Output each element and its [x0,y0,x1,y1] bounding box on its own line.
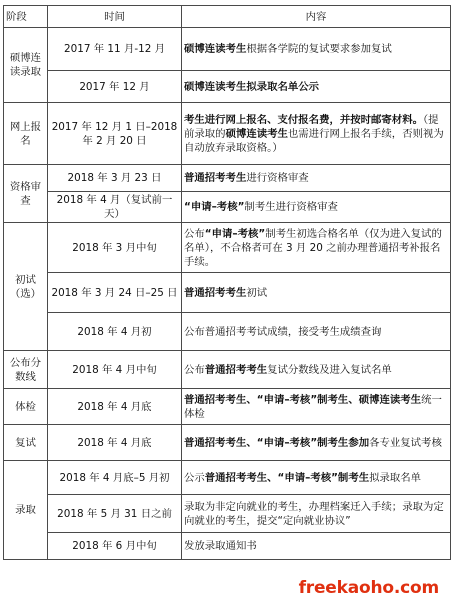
time-cell: 2017 年 12 月 1 日–2018 年 2 月 20 日 [48,103,182,165]
table-row [4,71,451,103]
table-row [4,313,451,351]
content-bold: “申请–考核” [204,227,266,240]
content-text: 根据各学院的复试要求参加复试 [246,43,392,55]
content-cell [182,389,451,425]
stage-cell: 初试（选） [4,223,48,351]
content-bold: 普通招考考生 [184,172,247,184]
table-row [4,495,451,533]
table-row [4,223,451,273]
header-stage: 阶段 [4,6,48,28]
stage-cell: 公布分数线 [4,351,48,389]
content-bold: 普通招考考生 [184,286,247,299]
content-cell: 发放录取通知书 [182,533,451,560]
time-cell: 2018 年 4 月底 [48,425,182,461]
content-text: 也需进行网上报名手续，否则视为自动放弃录取资格。） [184,127,444,154]
stage-cell: 硕博连读录取 [4,28,48,103]
content-bold: 硕博连读考生拟录取名单公示 [184,80,320,93]
content-text: 统一体检 [184,393,442,420]
content-text: 拟录取名单 [369,471,422,484]
stage-cell: 资格审查 [4,165,48,223]
watermark: freekaoho.com [298,578,439,598]
table-row [4,533,451,560]
schedule-table [3,5,451,560]
content-cell [182,273,451,313]
content-text: 进行资格审查 [246,172,309,184]
content-text: （提前录取的 [184,113,439,140]
table-row [4,461,451,495]
content-text: 公布 [184,363,205,376]
time-cell: 2018 年 3 月 24 日–25 日 [48,273,182,313]
time-cell: 2018 年 4 月中旬 [48,351,182,389]
table-row [4,351,451,389]
content-text: 制考生初选合格名单（仅为进入复试的名单），不合格者可在 3 月 20 之前办理普通招考补报名手续。 [184,227,442,268]
content-text: 各专业复试考核 [369,436,442,449]
time-cell: 2017 年 11 月-12 月 [48,28,182,71]
content-bold: 考生进行网上报名、支付报名费，并按时邮寄材料。 [184,113,423,126]
content-cell [182,223,451,273]
table-row [4,425,451,461]
time-cell: 2018 年 4 月（复试前一天） [48,192,182,223]
header-row [4,6,451,28]
content-cell [182,103,451,165]
time-cell: 2018 年 6 月中旬 [48,533,182,560]
content-cell: 录取为非定向就业的考生，办理档案迁入手续；录取为定向就业的考生，提交“定向就业协议” [182,495,451,533]
content-cell [182,28,451,71]
content-bold: 硕博连读考生 [225,127,288,140]
header-content: 内容 [182,6,451,28]
content-text: 公示 [184,471,205,484]
table-row [4,103,451,165]
stage-cell: 录取 [4,461,48,560]
content-text: 公布 [184,227,205,240]
content-bold: 普通招考考生、“申请–考核”制考生参加 [184,436,370,449]
content-bold: 普通招考考生 [204,363,268,376]
content-cell [182,461,451,495]
content-bold: 普通招考考生、“申请–考核”制考生、硕博连读考生 [184,393,422,406]
content-text: 复试分数线及进入复试名单 [267,363,392,376]
table-row [4,273,451,313]
content-cell [182,165,451,192]
table-row [4,28,451,71]
time-cell: 2018 年 5 月 31 日之前 [48,495,182,533]
content-text: 初试 [246,286,268,299]
content-bold: 普通招考考生、“申请–考核”制考生 [204,471,370,484]
content-bold: “申请–考核” [184,201,245,213]
time-cell: 2018 年 4 月底 [48,389,182,425]
content-cell [182,351,451,389]
content-text: 制考生进行资格审查 [244,201,338,213]
stage-cell: 体检 [4,389,48,425]
time-cell: 2018 年 3 月中旬 [48,223,182,273]
time-cell: 2018 年 4 月底–5 月初 [48,461,182,495]
table-row [4,192,451,223]
header-time: 时间 [48,6,182,28]
content-cell [182,192,451,223]
content-cell: 公布普通招考考试成绩，接受考生成绩查询 [182,313,451,351]
table-row [4,389,451,425]
content-cell [182,425,451,461]
content-cell [182,71,451,103]
content-bold: 硕博连读考生 [184,43,247,55]
time-cell: 2017 年 12 月 [48,71,182,103]
stage-cell: 网上报名 [4,103,48,165]
table-row [4,165,451,192]
time-cell: 2018 年 3 月 23 日 [48,165,182,192]
time-cell: 2018 年 4 月初 [48,313,182,351]
stage-cell: 复试 [4,425,48,461]
